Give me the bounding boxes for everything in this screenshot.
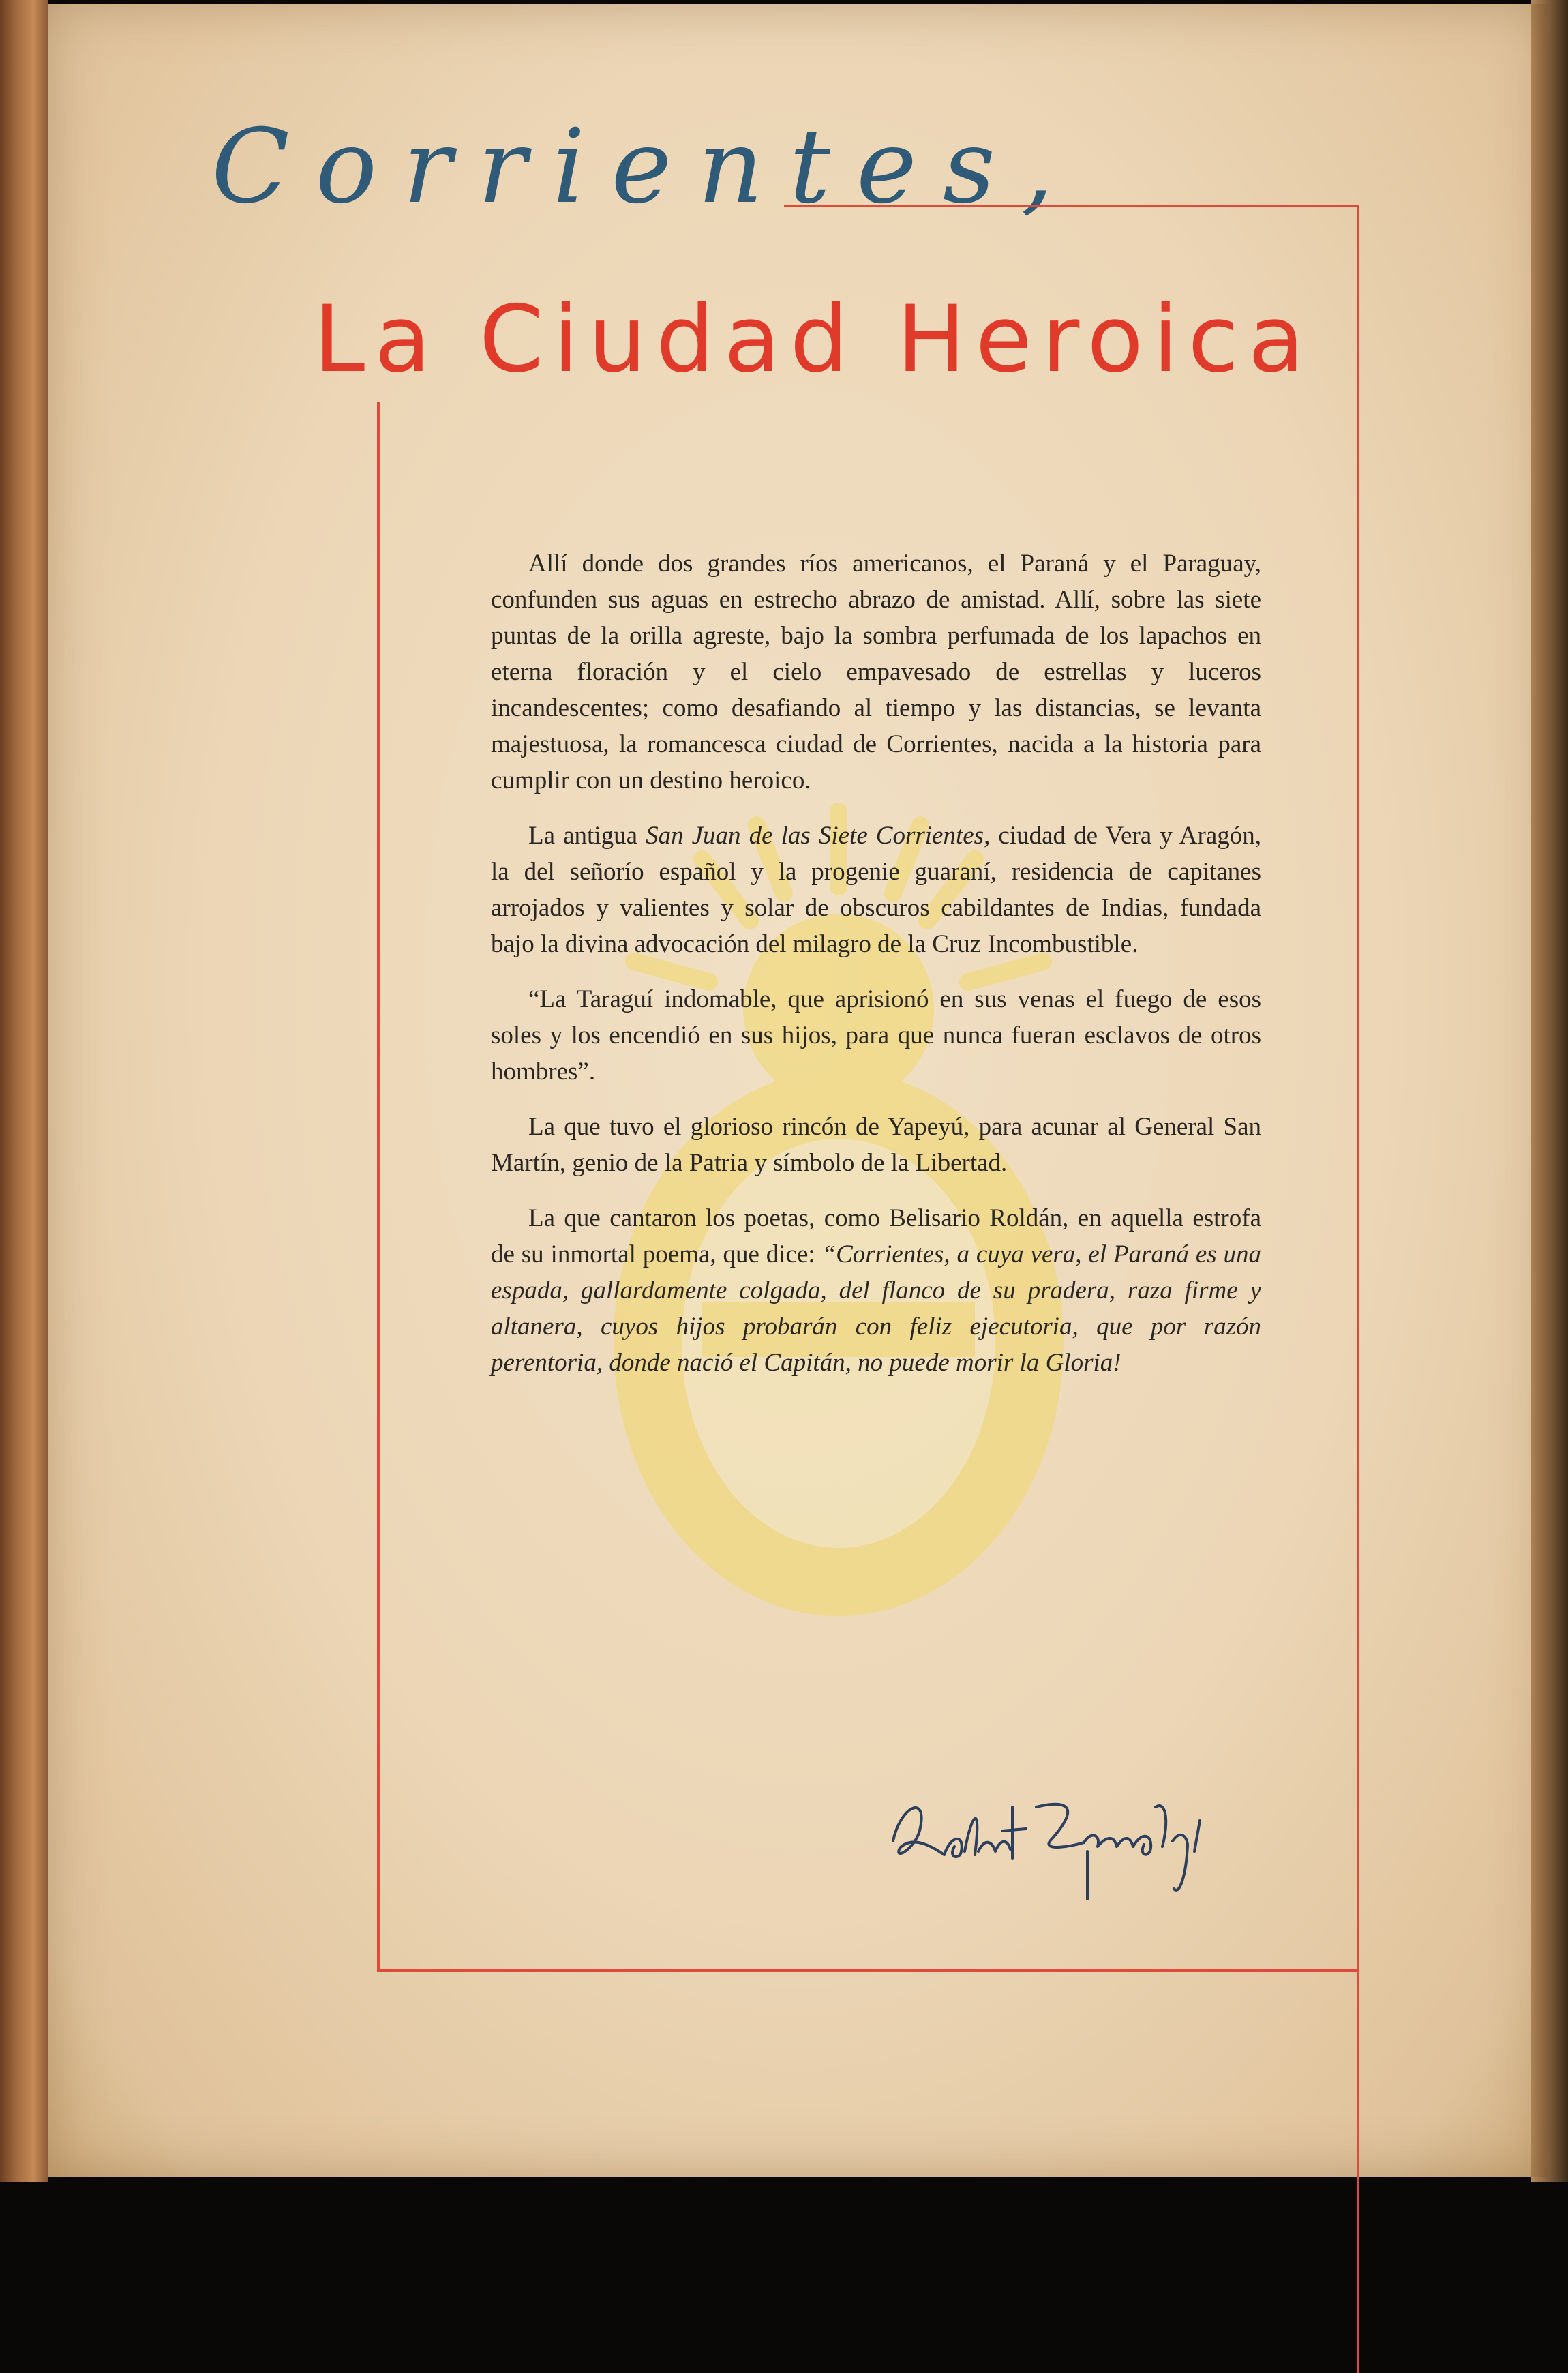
page-stack-edge xyxy=(1531,0,1568,2182)
paragraph-1-text: Allí donde dos grandes ríos americanos, el Paraná y el Paraguay, confunden sus aguas en estrecho abrazo de amistad. Allí, sobre las siete puntas de la orilla agreste, bajo la sombra perfumada de los lapachos en eterna floración y el cielo empavesado de estrellas y luceros incandescentes; como desafiando al tiempo y las distancias, se levanta majestuosa, la romancesca ciudad de Corrientes, nacida a la historia para cumplir con un destino heroico. xyxy=(491,550,1261,794)
frame-line-bottom xyxy=(377,1969,1359,1972)
body-text xyxy=(491,546,1261,1400)
frame-line-top xyxy=(784,205,1357,207)
book-spine-edge xyxy=(0,0,48,2182)
script-title: Corrientes, xyxy=(211,108,1080,226)
paragraph-4 xyxy=(491,1109,1261,1181)
paragraph-1 xyxy=(491,546,1261,799)
paragraph-5-italic-quote: “Corrientes, a cuya vera, el Paraná es una espada, gallardamente colgada, del flanco de su pradera, raza firme y altanera, cuyos hijos probarán con feliz ejecutoria, que por razón perentoria, donde nació el Capitán, no puede morir la Gloria! xyxy=(491,1240,1261,1377)
paragraph-3 xyxy=(491,981,1261,1090)
paragraph-2-text-end: ciudad de Vera y Aragón, la del señorío español y la progenie guaraní, residencia de capitanes arrojados y valientes y solar de obscuros cabildantes de Indias, fundada bajo la divina advocación del milagro de la Cruz Incombustible. xyxy=(491,822,1261,958)
main-title: La Ciudad Heroica xyxy=(314,286,1314,393)
paragraph-5 xyxy=(491,1200,1261,1381)
paragraph-3-text: “La Taraguí indomable, que aprisionó en sus venas el fuego de esos soles y los encendió en sus hijos, para que nunca fueran esclavos de otros hombres”. xyxy=(491,985,1261,1086)
paragraph-2 xyxy=(491,818,1261,962)
paragraph-2-italic-name: San Juan de las Siete Corrientes, xyxy=(646,822,991,850)
frame-line-right xyxy=(1357,205,1359,2373)
signature xyxy=(879,1766,1234,1902)
paragraph-2-text-start: La antigua xyxy=(528,822,646,850)
frame-line-left xyxy=(377,402,380,1971)
paragraph-5-text: La que cantaron los poetas, como Belisario Roldán, en aquella estrofa de su inmortal poema, que dice: xyxy=(491,1204,1261,1268)
paragraph-4-text: La que tuvo el glorioso rincón de Yapeyú, para acunar al General San Martín, genio de la Patria y símbolo de la Libertad. xyxy=(491,1113,1261,1177)
